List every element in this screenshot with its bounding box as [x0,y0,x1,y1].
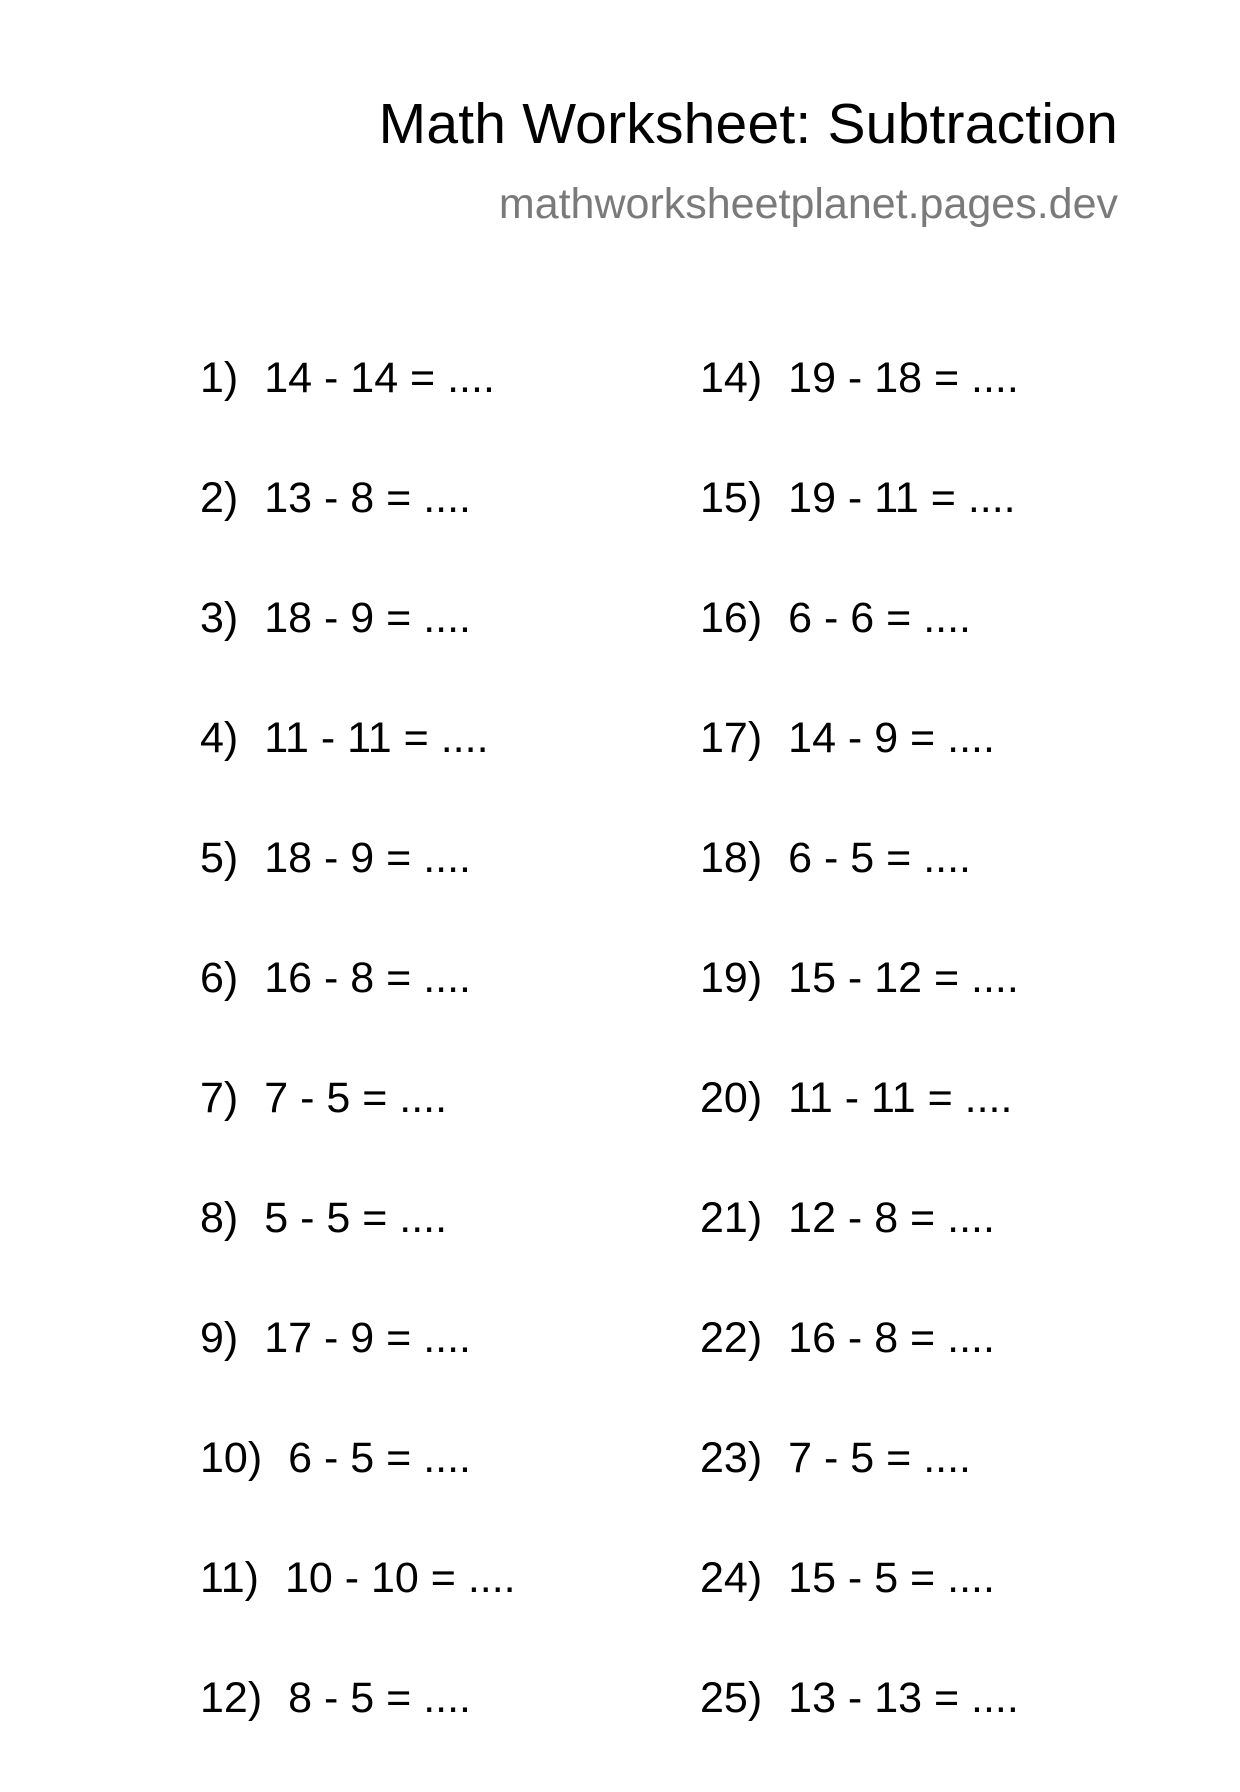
problem-expression: 6 - 5 = .... [288,1434,471,1482]
problem-item [700,352,1019,472]
problem-expression: 7 - 5 = .... [264,1074,448,1122]
problem-item [700,472,1019,592]
problem-column-left [200,352,516,1792]
problem-number: 4) [200,714,239,762]
problem-item [700,1432,1019,1552]
problem-item [200,352,516,472]
problem-expression: 6 - 5 = .... [788,834,971,882]
problem-item [200,1072,516,1192]
problem-number: 8) [200,1194,239,1242]
problem-item [200,1672,516,1792]
problem-expression: 6 - 6 = .... [788,594,971,642]
problem-number: 15) [700,474,763,522]
problem-expression: 11 - 11 = .... [264,714,489,762]
problem-expression: 18 - 9 = .... [264,594,471,642]
problem-expression: 15 - 5 = .... [788,1554,995,1602]
problem-expression: 14 - 14 = .... [264,354,495,402]
problem-number: 18) [700,834,763,882]
problem-number: 17) [700,714,763,762]
problem-expression: 16 - 8 = .... [264,954,471,1002]
problem-item [700,592,1019,712]
problem-expression: 5 - 5 = .... [264,1194,448,1242]
problem-number: 23) [700,1434,763,1482]
problem-item [700,1552,1019,1672]
problem-number: 7) [200,1074,239,1122]
problem-expression: 17 - 9 = .... [264,1314,471,1362]
problem-item [200,1432,516,1552]
problem-item [200,712,516,832]
problem-number: 12) [200,1674,263,1722]
problem-number: 19) [700,954,763,1002]
problem-item [700,1192,1019,1312]
problem-item [200,472,516,592]
problem-item [200,1192,516,1312]
problem-number: 24) [700,1554,763,1602]
problem-number: 11) [200,1554,259,1602]
problem-item [200,592,516,712]
problem-item [200,952,516,1072]
problem-expression: 11 - 11 = .... [788,1074,1013,1122]
problem-expression: 8 - 5 = .... [288,1674,471,1722]
problem-number: 10) [200,1434,263,1482]
problem-expression: 19 - 11 = .... [788,474,1016,522]
problem-expression: 13 - 13 = .... [788,1674,1019,1722]
problem-expression: 15 - 12 = .... [788,954,1019,1002]
problem-expression: 13 - 8 = .... [264,474,471,522]
site-url: mathworksheetplanet.pages.dev [498,180,1118,228]
problem-item [700,1072,1019,1192]
problem-item [700,1312,1019,1432]
problem-expression: 16 - 8 = .... [788,1314,995,1362]
worksheet-header [378,92,1118,228]
problem-item [700,952,1019,1072]
problem-item [200,1312,516,1432]
problem-number: 21) [700,1194,763,1242]
problem-column-right [700,352,1019,1792]
problem-expression: 14 - 9 = .... [788,714,995,762]
problem-number: 3) [200,594,239,642]
problem-expression: 7 - 5 = .... [788,1434,971,1482]
problem-number: 14) [700,354,763,402]
problem-item [700,1672,1019,1792]
problem-item [200,1552,516,1672]
problem-item [700,832,1019,952]
problem-number: 20) [700,1074,763,1122]
problem-expression: 10 - 10 = .... [284,1554,516,1602]
problem-number: 22) [700,1314,763,1362]
page-title: Math Worksheet: Subtraction [378,92,1118,156]
problem-item [700,712,1019,832]
problem-number: 5) [200,834,239,882]
problem-number: 25) [700,1674,763,1722]
problem-expression: 18 - 9 = .... [264,834,471,882]
problem-number: 16) [700,594,763,642]
problem-number: 2) [200,474,239,522]
problem-number: 1) [200,354,239,402]
problem-number: 6) [200,954,239,1002]
problem-number: 9) [200,1314,239,1362]
problem-expression: 19 - 18 = .... [788,354,1019,402]
problem-item [200,832,516,952]
problem-expression: 12 - 8 = .... [788,1194,995,1242]
